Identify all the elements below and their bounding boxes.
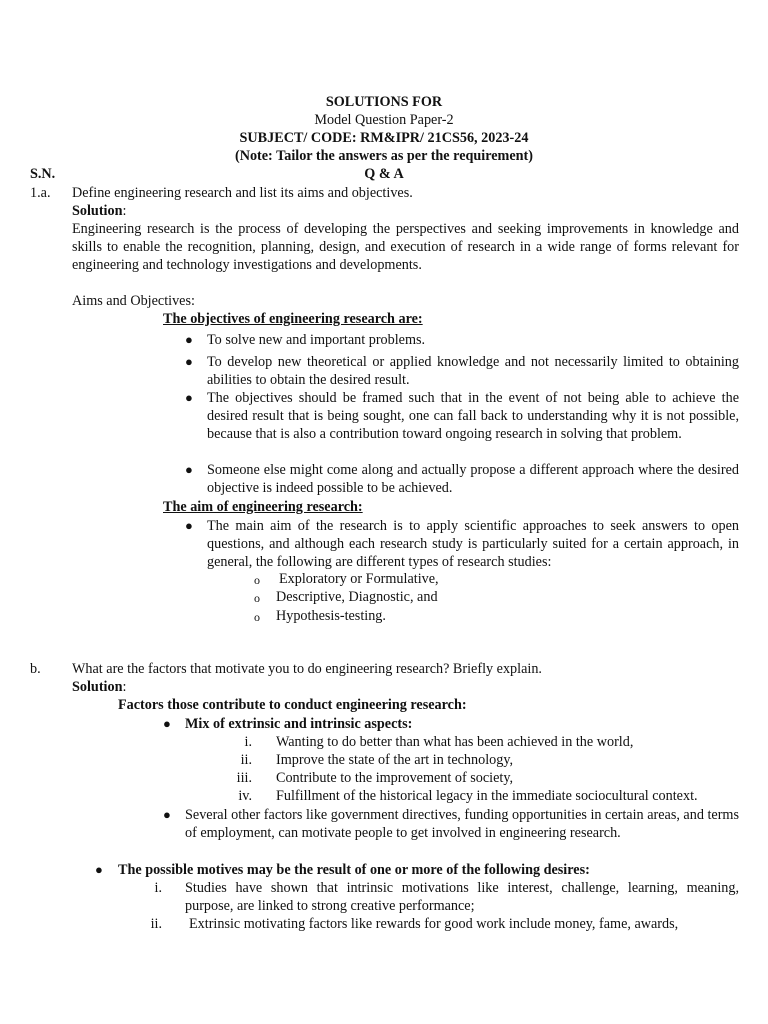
roman-numeral: ii. — [240, 752, 252, 768]
solution-colon: : — [122, 203, 127, 219]
objective-item: Someone else might come along and actually propose a different approach where the desired objective is indeed possible to be achieved. — [207, 462, 739, 496]
circle-bullet-icon: o — [254, 591, 260, 605]
bullet-icon: ● — [95, 862, 103, 877]
solution-label-1b — [72, 678, 126, 696]
objective-item: To solve new and important problems. — [207, 332, 426, 348]
objective-item: The objectives should be framed such that in the event of not being able to achieve the desired result that is being sought, one can fall back to understanding why it is not possible, because that is also a contribution toward ongoing research in solving that problem. — [207, 390, 739, 442]
solution-label-text: Solution — [72, 679, 123, 695]
motives-heading: The possible motives may be the result of one or more of the following desires: — [118, 862, 590, 878]
roman-numeral: iii. — [236, 770, 252, 786]
subject-code: SUBJECT/ CODE: RM&IPR/ 21CS56, 2023-24 — [239, 130, 529, 146]
question-1b-text: What are the factors that motivate you to do engineering research? Briefly explain. — [72, 661, 542, 677]
question-number-1b: b. — [30, 661, 41, 677]
bullet-icon: ● — [185, 332, 193, 347]
sn-label: S.N. — [30, 166, 56, 182]
roman-numeral: ii. — [150, 916, 162, 932]
roman-numeral: iv. — [238, 788, 252, 804]
circle-bullet-icon: o — [254, 573, 260, 587]
factors-heading: Factors those contribute to conduct engineering research: — [118, 697, 467, 713]
doc-subtitle: Model Question Paper-2 — [314, 112, 454, 128]
bullet-icon: ● — [185, 390, 193, 405]
roman-numeral: i. — [154, 880, 162, 896]
qa-label: Q & A — [364, 166, 404, 182]
mix-item: Wanting to do better than what has been achieved in the world, — [276, 734, 634, 750]
bullet-icon: ● — [185, 354, 193, 369]
doc-note: (Note: Tailor the answers as per the requirement) — [234, 148, 534, 164]
solution-label-text: Solution — [72, 203, 123, 219]
mix-heading: Mix of extrinsic and intrinsic aspects: — [185, 716, 413, 732]
mix-item: Fulfillment of the historical legacy in the immediate sociocultural context. — [276, 788, 698, 804]
definition-paragraph: Engineering research is the process of developing the perspectives and seeking improvements in knowledge and skills to enable the recognition, planning, design, and execution of research in a wide range of forms relevant for engineering and technology investigations and developments. — [72, 221, 739, 273]
doc-title: SOLUTIONS FOR — [325, 94, 443, 110]
roman-numeral: i. — [244, 734, 252, 750]
mix-item: Improve the state of the art in technology, — [276, 752, 514, 768]
bullet-icon: ● — [163, 716, 171, 731]
aim-paragraph: The main aim of the research is to apply scientific approaches to seek answers to open questions, and although each research study is particularly suited for a certain approach, in general, the following are different types of research studies: — [207, 518, 739, 570]
research-type-item: Exploratory or Formulative, — [279, 571, 439, 587]
question-1a-text: Define engineering research and list its aims and objectives. — [72, 185, 413, 201]
objective-item: To develop new theoretical or applied knowledge and not necessarily limited to obtaining abilities to obtain the desired result. — [207, 354, 739, 388]
mix-item: Contribute to the improvement of society, — [276, 770, 514, 786]
aims-label: Aims and Objectives: — [72, 293, 195, 309]
motive-item: Studies have shown that intrinsic motivations like interest, challenge, learning, meaning, purpose, are linked to strong creative performance; — [185, 880, 739, 914]
circle-bullet-icon: o — [254, 610, 260, 624]
bullet-icon: ● — [185, 518, 193, 533]
objectives-heading: The objectives of engineering research are: — [163, 311, 423, 327]
motive-item: Extrinsic motivating factors like rewards for good work include money, fame, awards, — [189, 916, 679, 932]
other-factors-paragraph: Several other factors like government directives, funding opportunities in certain areas, and terms of employment, can motivate people to get involved in engineering research. — [185, 807, 739, 841]
solution-colon: : — [122, 679, 127, 695]
bullet-icon: ● — [185, 462, 193, 477]
question-number-1a: 1.a. — [30, 185, 51, 201]
research-type-item: Descriptive, Diagnostic, and — [276, 589, 438, 605]
bullet-icon: ● — [163, 807, 171, 822]
solution-label-1a — [72, 202, 126, 220]
research-type-item: Hypothesis-testing. — [276, 608, 386, 624]
aim-heading: The aim of engineering research: — [163, 499, 363, 515]
